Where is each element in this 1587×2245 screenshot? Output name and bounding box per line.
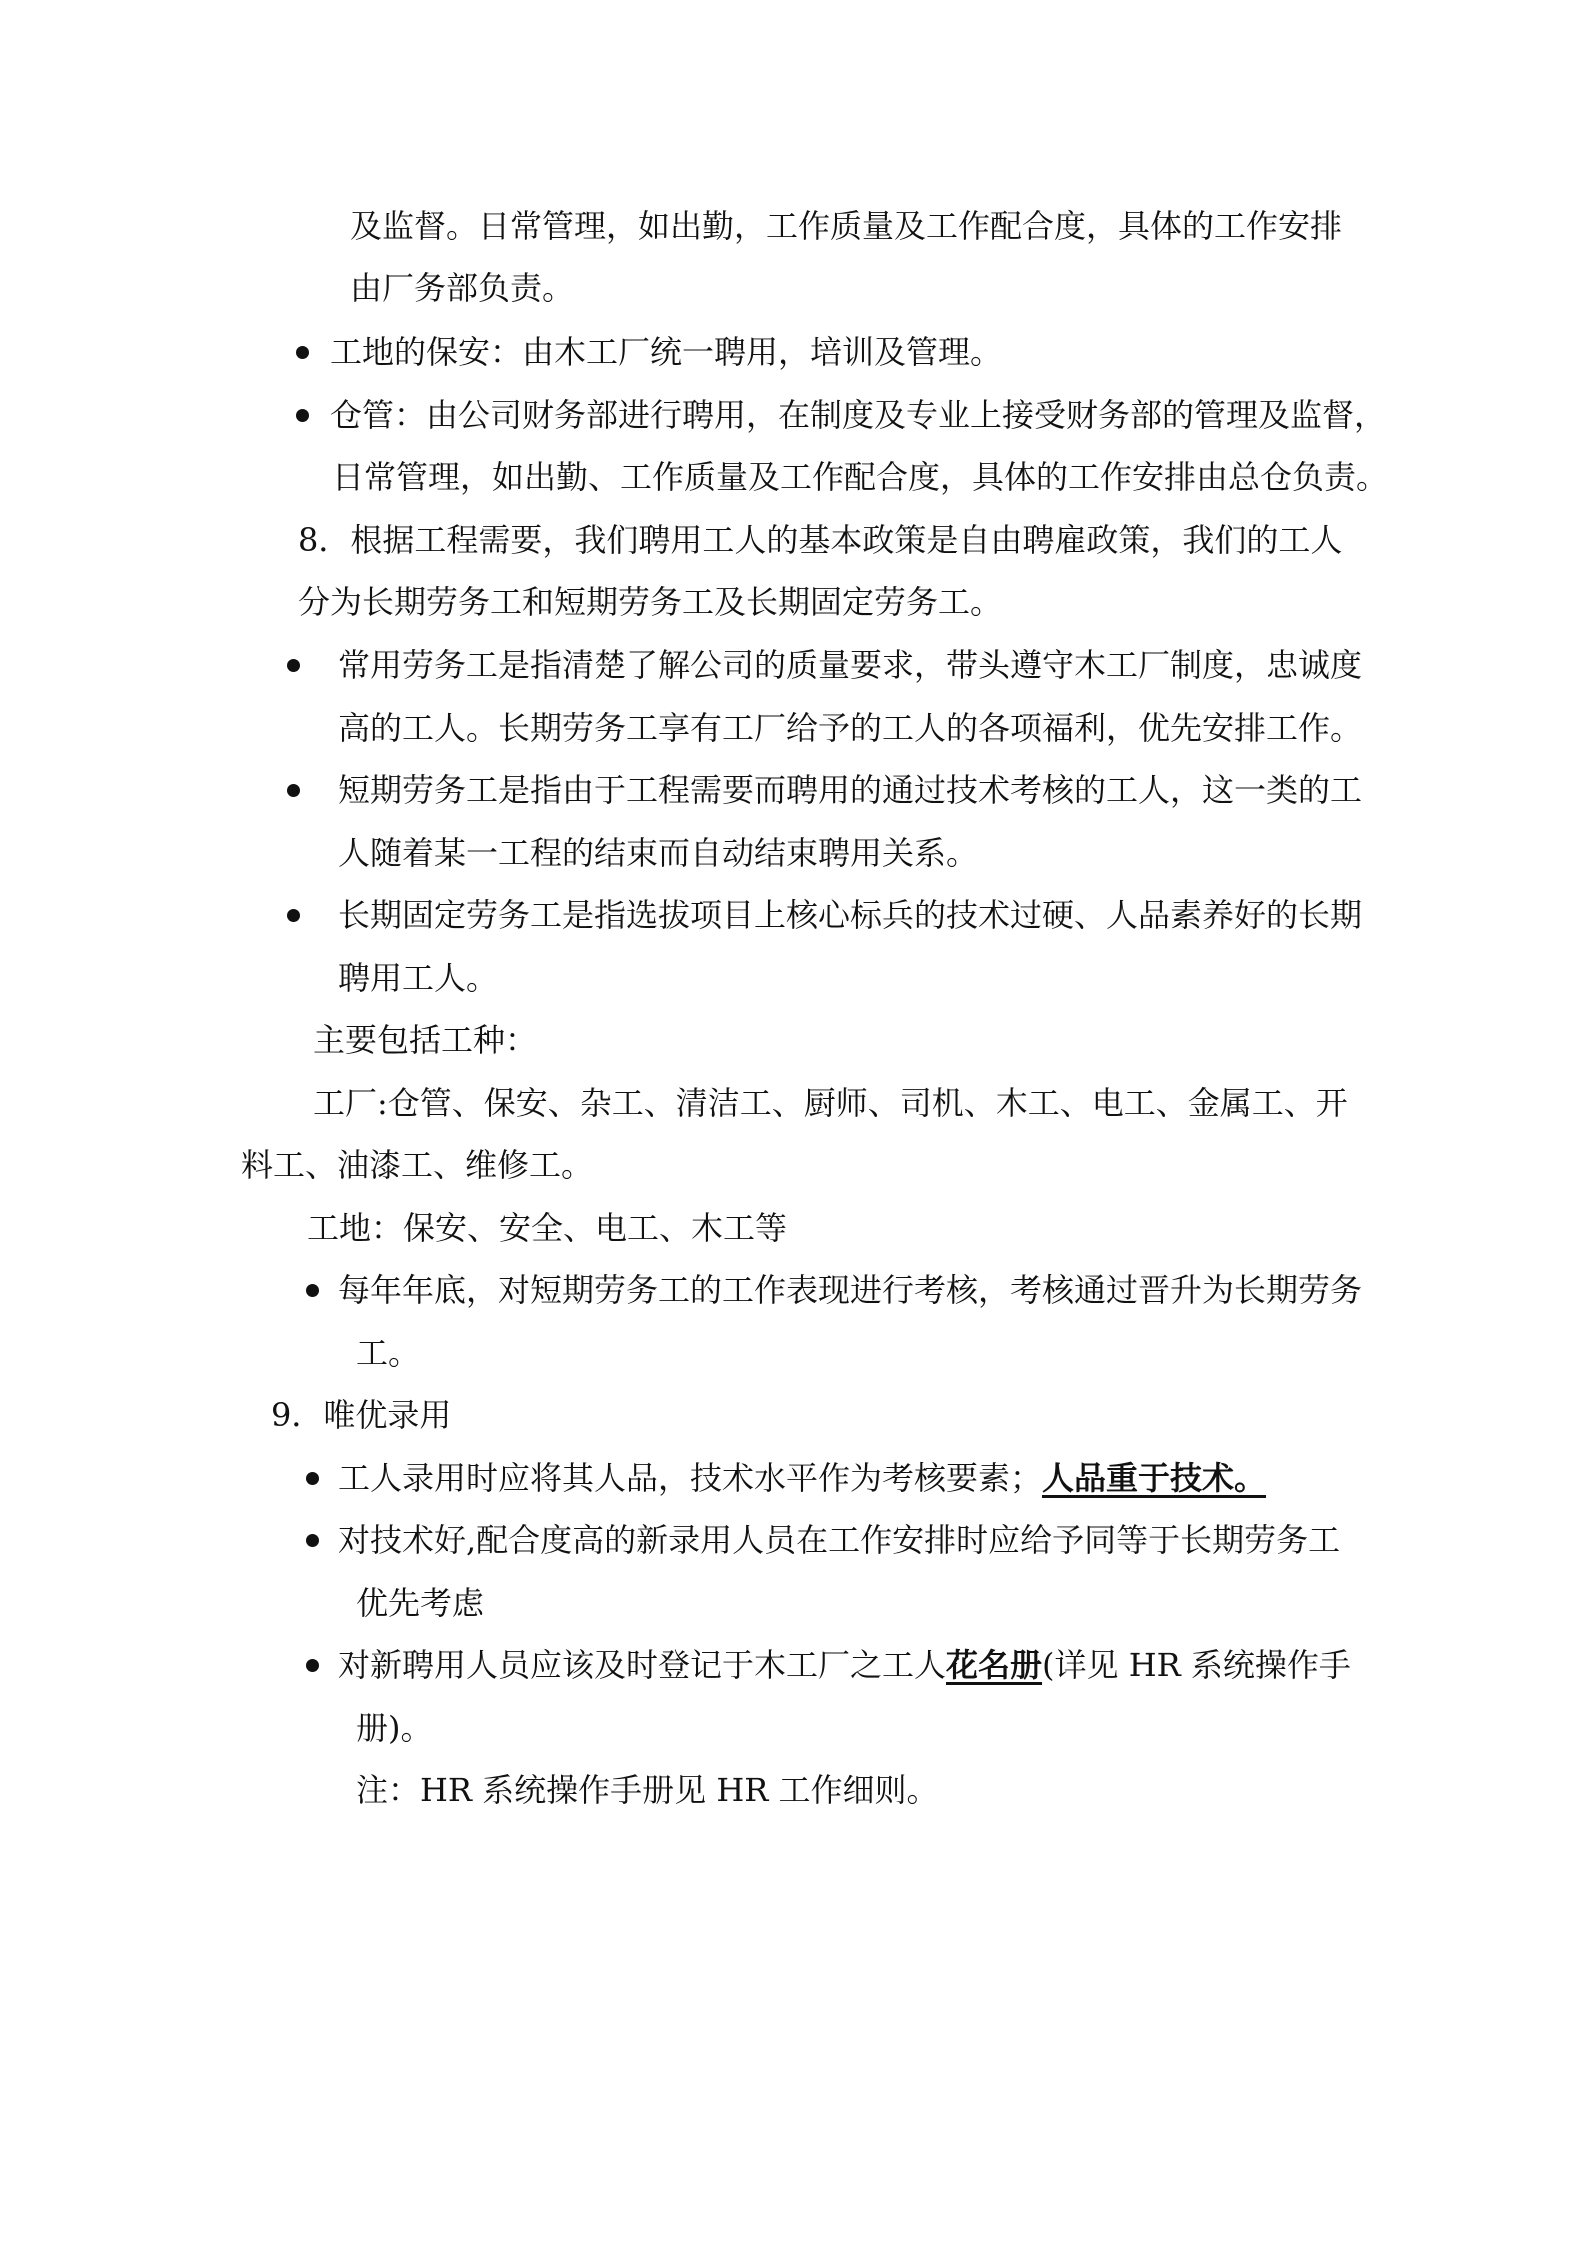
- bullet-short-term-workers: 短期劳务工是指由于工程需要而聘用的通过技术考核的工人，这一类的工: [338, 771, 1363, 809]
- bullet-storekeeper: 仓管：由公司财务部进行聘用，在制度及专业上接受财务部的管理及监督，: [330, 396, 1387, 434]
- bullet-icon: [306, 1534, 319, 1547]
- bullet-annual-review-cont: 工。: [356, 1334, 421, 1372]
- section-8-cont: 分为长期劳务工和短期劳务工及长期固定劳务工。: [298, 583, 1003, 621]
- section-9-title: 9．唯优录用: [271, 1396, 452, 1434]
- bullet-icon: [296, 346, 309, 359]
- bullet-icon: [287, 784, 300, 797]
- bullet-icon: [296, 409, 309, 422]
- bullet-skilled-hires-cont: 优先考虑: [356, 1584, 485, 1622]
- bullet-icon: [306, 1472, 319, 1485]
- bullet-site-guard: 工地的保安：由木工厂统一聘用，培训及管理。: [330, 333, 1003, 371]
- bullet-fixed-workers-cont: 聘用工人。: [338, 959, 499, 997]
- bullet-icon: [306, 1659, 319, 1672]
- trades-heading: 主要包括工种：: [313, 1021, 538, 1059]
- bullet-skilled-hires: 对技术好,配合度高的新录用人员在工作安排时应给予同等于长期劳务工: [338, 1521, 1341, 1559]
- note: 注：HR 系统操作手册见 HR 工作细则。: [356, 1771, 939, 1809]
- bullet-storekeeper-cont: 日常管理，如出勤、工作质量及工作配合度，具体的工作安排由总仓负责。: [332, 458, 1389, 496]
- bullet-hiring-criteria: [338, 1456, 1266, 1500]
- registration-text: 对新聘用人员应该及时登记于木工厂之工人: [338, 1646, 947, 1684]
- hiring-criteria-text: 工人录用时应将其人品，技术水平作为考核要素；: [338, 1459, 1043, 1497]
- roster-emphasis: 花名册: [946, 1646, 1043, 1684]
- bullet-icon: [306, 1284, 319, 1297]
- paragraph-line: 由厂务部负责。: [350, 269, 575, 307]
- bullet-regular-workers-cont: 高的工人。长期劳务工享有工厂给予的工人的各项福利，优先安排工作。: [338, 709, 1363, 747]
- bullet-regular-workers: 常用劳务工是指清楚了解公司的质量要求，带头遵守木工厂制度，忠诚度: [338, 646, 1363, 684]
- bullet-fixed-workers: 长期固定劳务工是指选拔项目上核心标兵的技术过硬、人品素养好的长期: [338, 896, 1363, 934]
- paragraph-line: 及监督。日常管理，如出勤，工作质量及工作配合度，具体的工作安排: [350, 207, 1343, 245]
- site-trades: 工地：保安、安全、电工、木工等: [307, 1209, 788, 1247]
- bullet-short-term-workers-cont: 人随着某一工程的结束而自动结束聘用关系。: [338, 834, 979, 872]
- hiring-emphasis: 人品重于技术。: [1042, 1459, 1267, 1497]
- bullet-icon: [287, 909, 300, 922]
- factory-trades: 工厂:仓管、保安、杂工、清洁工、厨师、司机、木工、电工、金属工、开: [313, 1084, 1348, 1122]
- bullet-icon: [287, 659, 300, 672]
- registration-tail: (详见 HR 系统操作手: [1042, 1646, 1351, 1684]
- bullet-registration: [338, 1643, 1351, 1687]
- section-8: 8．根据工程需要，我们聘用工人的基本政策是自由聘雇政策，我们的工人: [298, 521, 1343, 559]
- factory-trades-cont: 料工、油漆工、维修工。: [241, 1146, 594, 1184]
- bullet-annual-review: 每年年底，对短期劳务工的工作表现进行考核，考核通过晋升为长期劳务: [338, 1271, 1363, 1309]
- bullet-registration-cont: 册)。: [356, 1709, 433, 1747]
